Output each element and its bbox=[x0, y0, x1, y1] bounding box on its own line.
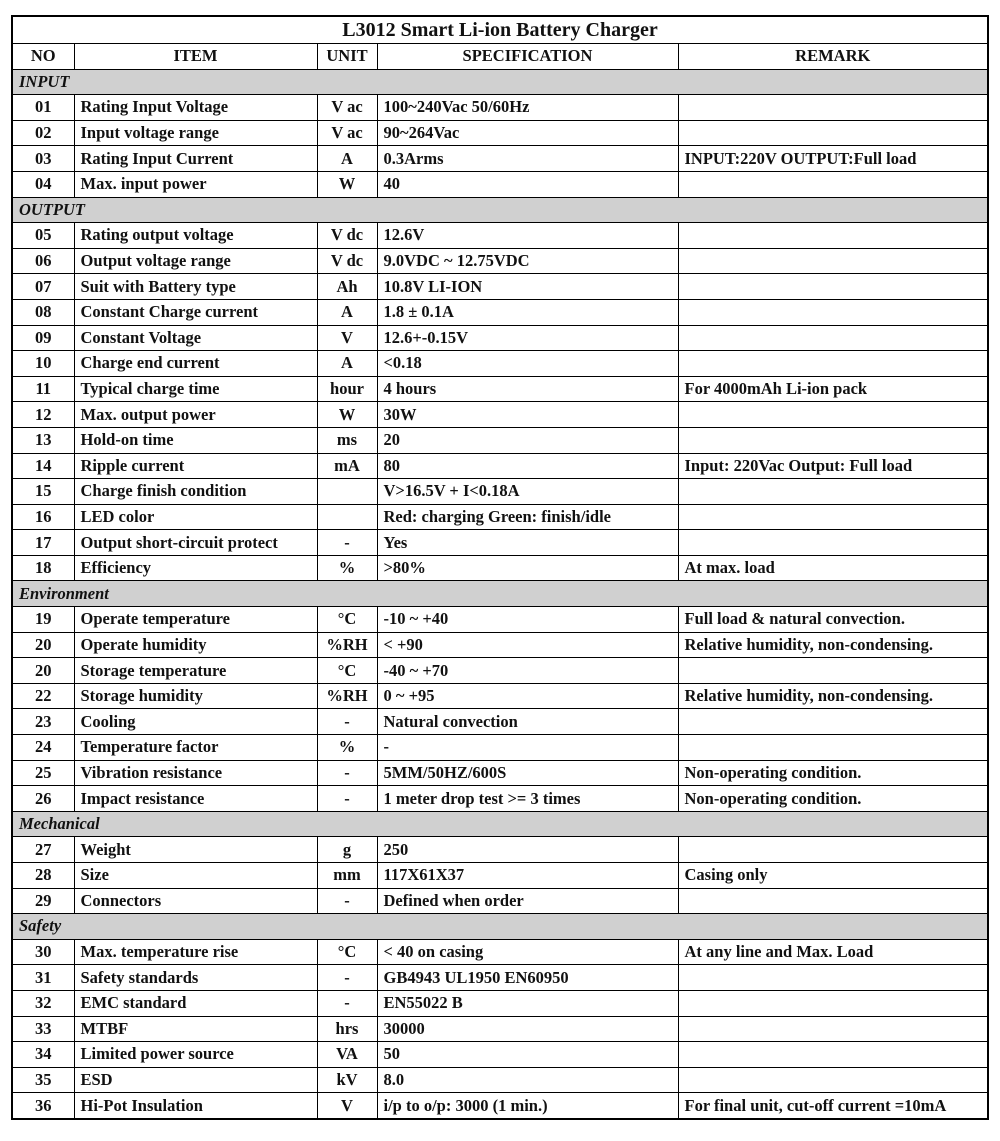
cell-specification: -10 ~ +40 bbox=[377, 607, 678, 633]
cell-remark bbox=[678, 95, 988, 121]
cell-item: Charge finish condition bbox=[74, 479, 317, 505]
cell-specification: >80% bbox=[377, 555, 678, 581]
cell-specification: 117X61X37 bbox=[377, 863, 678, 889]
table-row bbox=[12, 274, 988, 300]
cell-specification: 50 bbox=[377, 1042, 678, 1068]
table-row bbox=[12, 376, 988, 402]
cell-specification: < +90 bbox=[377, 632, 678, 658]
cell-unit: V dc bbox=[317, 223, 377, 249]
table-row bbox=[12, 863, 988, 889]
table-row bbox=[12, 837, 988, 863]
table-row bbox=[12, 786, 988, 812]
section-label: OUTPUT bbox=[12, 197, 988, 223]
cell-no: 01 bbox=[12, 95, 74, 121]
cell-remark: Full load & natural convection. bbox=[678, 607, 988, 633]
cell-item: Efficiency bbox=[74, 555, 317, 581]
cell-remark bbox=[678, 504, 988, 530]
cell-unit: mA bbox=[317, 453, 377, 479]
cell-item: Max. temperature rise bbox=[74, 939, 317, 965]
cell-specification: 80 bbox=[377, 453, 678, 479]
cell-item: Rating output voltage bbox=[74, 223, 317, 249]
table-row bbox=[12, 427, 988, 453]
table-row bbox=[12, 453, 988, 479]
cell-item: Output short-circuit protect bbox=[74, 530, 317, 556]
cell-unit: mm bbox=[317, 863, 377, 889]
cell-no: 32 bbox=[12, 990, 74, 1016]
cell-unit: %RH bbox=[317, 683, 377, 709]
cell-remark: INPUT:220V OUTPUT:Full load bbox=[678, 146, 988, 172]
table-row bbox=[12, 402, 988, 428]
table-row bbox=[12, 709, 988, 735]
cell-unit: V ac bbox=[317, 120, 377, 146]
cell-remark: At any line and Max. Load bbox=[678, 939, 988, 965]
cell-remark bbox=[678, 120, 988, 146]
table-row bbox=[12, 120, 988, 146]
cell-specification: EN55022 B bbox=[377, 990, 678, 1016]
cell-unit: - bbox=[317, 888, 377, 914]
cell-no: 22 bbox=[12, 683, 74, 709]
cell-specification: 100~240Vac 50/60Hz bbox=[377, 95, 678, 121]
cell-specification: - bbox=[377, 735, 678, 761]
cell-specification: 12.6V bbox=[377, 223, 678, 249]
cell-item: Max. output power bbox=[74, 402, 317, 428]
cell-item: EMC standard bbox=[74, 990, 317, 1016]
cell-remark: For 4000mAh Li-ion pack bbox=[678, 376, 988, 402]
cell-remark bbox=[678, 658, 988, 684]
cell-unit: A bbox=[317, 146, 377, 172]
cell-remark bbox=[678, 325, 988, 351]
header-no: NO bbox=[12, 44, 74, 70]
cell-remark: Input: 220Vac Output: Full load bbox=[678, 453, 988, 479]
cell-remark bbox=[678, 1016, 988, 1042]
cell-specification: 9.0VDC ~ 12.75VDC bbox=[377, 248, 678, 274]
cell-item: Rating Input Voltage bbox=[74, 95, 317, 121]
cell-item: Operate temperature bbox=[74, 607, 317, 633]
cell-remark bbox=[678, 888, 988, 914]
cell-item: Max. input power bbox=[74, 171, 317, 197]
cell-no: 34 bbox=[12, 1042, 74, 1068]
cell-specification: 10.8V LI-ION bbox=[377, 274, 678, 300]
table-row bbox=[12, 351, 988, 377]
cell-unit: V bbox=[317, 1093, 377, 1119]
cell-item: Ripple current bbox=[74, 453, 317, 479]
cell-specification: Red: charging Green: finish/idle bbox=[377, 504, 678, 530]
cell-unit bbox=[317, 479, 377, 505]
cell-unit: - bbox=[317, 965, 377, 991]
cell-no: 11 bbox=[12, 376, 74, 402]
cell-item: Typical charge time bbox=[74, 376, 317, 402]
cell-unit: g bbox=[317, 837, 377, 863]
cell-specification: 0 ~ +95 bbox=[377, 683, 678, 709]
cell-no: 33 bbox=[12, 1016, 74, 1042]
cell-specification: 30000 bbox=[377, 1016, 678, 1042]
table-row bbox=[12, 1016, 988, 1042]
cell-specification: 4 hours bbox=[377, 376, 678, 402]
cell-unit: - bbox=[317, 709, 377, 735]
cell-unit: VA bbox=[317, 1042, 377, 1068]
cell-unit: V ac bbox=[317, 95, 377, 121]
cell-specification: Natural convection bbox=[377, 709, 678, 735]
section-label: Environment bbox=[12, 581, 988, 607]
cell-item: Impact resistance bbox=[74, 786, 317, 812]
section-row bbox=[12, 811, 988, 837]
table-row bbox=[12, 658, 988, 684]
header-remark: REMARK bbox=[678, 44, 988, 70]
cell-remark bbox=[678, 1067, 988, 1093]
cell-item: Storage temperature bbox=[74, 658, 317, 684]
section-row bbox=[12, 69, 988, 95]
cell-item: Temperature factor bbox=[74, 735, 317, 761]
cell-unit bbox=[317, 504, 377, 530]
cell-no: 25 bbox=[12, 760, 74, 786]
spec-table bbox=[11, 15, 989, 1120]
cell-remark bbox=[678, 965, 988, 991]
cell-remark bbox=[678, 351, 988, 377]
cell-remark bbox=[678, 1042, 988, 1068]
cell-item: Safety standards bbox=[74, 965, 317, 991]
cell-item: Charge end current bbox=[74, 351, 317, 377]
cell-remark bbox=[678, 427, 988, 453]
cell-remark: Relative humidity, non-condensing. bbox=[678, 632, 988, 658]
cell-specification: 30W bbox=[377, 402, 678, 428]
cell-item: Constant Voltage bbox=[74, 325, 317, 351]
cell-item: Hold-on time bbox=[74, 427, 317, 453]
spec-table-body bbox=[12, 16, 988, 1119]
cell-specification: <0.18 bbox=[377, 351, 678, 377]
cell-no: 27 bbox=[12, 837, 74, 863]
cell-specification: GB4943 UL1950 EN60950 bbox=[377, 965, 678, 991]
cell-no: 10 bbox=[12, 351, 74, 377]
cell-item: Size bbox=[74, 863, 317, 889]
section-row bbox=[12, 197, 988, 223]
cell-no: 31 bbox=[12, 965, 74, 991]
table-row bbox=[12, 146, 988, 172]
cell-unit: °C bbox=[317, 939, 377, 965]
cell-no: 13 bbox=[12, 427, 74, 453]
cell-unit: % bbox=[317, 555, 377, 581]
cell-no: 29 bbox=[12, 888, 74, 914]
cell-no: 20 bbox=[12, 658, 74, 684]
table-row bbox=[12, 990, 988, 1016]
cell-unit: - bbox=[317, 530, 377, 556]
cell-unit: A bbox=[317, 351, 377, 377]
cell-unit: °C bbox=[317, 607, 377, 633]
cell-unit: A bbox=[317, 299, 377, 325]
cell-item: Rating Input Current bbox=[74, 146, 317, 172]
cell-unit: %RH bbox=[317, 632, 377, 658]
cell-unit: hrs bbox=[317, 1016, 377, 1042]
cell-specification: 0.3Arms bbox=[377, 146, 678, 172]
section-label: Safety bbox=[12, 914, 988, 940]
table-row bbox=[12, 607, 988, 633]
cell-specification: i/p to o/p: 3000 (1 min.) bbox=[377, 1093, 678, 1119]
cell-item: Operate humidity bbox=[74, 632, 317, 658]
cell-item: Hi-Pot Insulation bbox=[74, 1093, 317, 1119]
table-row bbox=[12, 1067, 988, 1093]
header-unit: UNIT bbox=[317, 44, 377, 70]
table-row bbox=[12, 95, 988, 121]
table-title: L3012 Smart Li-ion Battery Charger bbox=[12, 16, 988, 44]
cell-remark: For final unit, cut-off current =10mA bbox=[678, 1093, 988, 1119]
table-row bbox=[12, 1093, 988, 1119]
cell-item: Suit with Battery type bbox=[74, 274, 317, 300]
table-row bbox=[12, 504, 988, 530]
cell-specification: -40 ~ +70 bbox=[377, 658, 678, 684]
header-item: ITEM bbox=[74, 44, 317, 70]
cell-remark bbox=[678, 299, 988, 325]
cell-remark bbox=[678, 709, 988, 735]
cell-no: 28 bbox=[12, 863, 74, 889]
cell-item: Cooling bbox=[74, 709, 317, 735]
cell-no: 09 bbox=[12, 325, 74, 351]
cell-unit: % bbox=[317, 735, 377, 761]
section-row bbox=[12, 581, 988, 607]
cell-specification: 1 meter drop test >= 3 times bbox=[377, 786, 678, 812]
table-row bbox=[12, 735, 988, 761]
table-row bbox=[12, 248, 988, 274]
cell-unit: - bbox=[317, 990, 377, 1016]
cell-item: Vibration resistance bbox=[74, 760, 317, 786]
header-row bbox=[12, 44, 988, 70]
cell-no: 24 bbox=[12, 735, 74, 761]
cell-specification: Yes bbox=[377, 530, 678, 556]
cell-item: Storage humidity bbox=[74, 683, 317, 709]
table-row bbox=[12, 760, 988, 786]
cell-item: Weight bbox=[74, 837, 317, 863]
cell-remark bbox=[678, 248, 988, 274]
cell-remark bbox=[678, 479, 988, 505]
cell-specification: 20 bbox=[377, 427, 678, 453]
cell-item: Constant Charge current bbox=[74, 299, 317, 325]
cell-item: LED color bbox=[74, 504, 317, 530]
cell-remark: Casing only bbox=[678, 863, 988, 889]
cell-item: ESD bbox=[74, 1067, 317, 1093]
cell-no: 35 bbox=[12, 1067, 74, 1093]
cell-no: 16 bbox=[12, 504, 74, 530]
header-specification: SPECIFICATION bbox=[377, 44, 678, 70]
cell-unit: - bbox=[317, 760, 377, 786]
cell-item: Output voltage range bbox=[74, 248, 317, 274]
cell-specification: Defined when order bbox=[377, 888, 678, 914]
cell-specification: 5MM/50HZ/600S bbox=[377, 760, 678, 786]
cell-item: Limited power source bbox=[74, 1042, 317, 1068]
cell-specification: 250 bbox=[377, 837, 678, 863]
cell-specification: 12.6+-0.15V bbox=[377, 325, 678, 351]
cell-item: Connectors bbox=[74, 888, 317, 914]
cell-unit: V bbox=[317, 325, 377, 351]
cell-unit: °C bbox=[317, 658, 377, 684]
cell-no: 05 bbox=[12, 223, 74, 249]
cell-item: Input voltage range bbox=[74, 120, 317, 146]
table-row bbox=[12, 1042, 988, 1068]
table-row bbox=[12, 171, 988, 197]
table-row bbox=[12, 299, 988, 325]
cell-specification: 40 bbox=[377, 171, 678, 197]
cell-no: 18 bbox=[12, 555, 74, 581]
table-row bbox=[12, 530, 988, 556]
table-row bbox=[12, 939, 988, 965]
cell-specification: 90~264Vac bbox=[377, 120, 678, 146]
table-row bbox=[12, 223, 988, 249]
cell-remark bbox=[678, 223, 988, 249]
cell-no: 06 bbox=[12, 248, 74, 274]
cell-remark: Relative humidity, non-condensing. bbox=[678, 683, 988, 709]
cell-unit: W bbox=[317, 171, 377, 197]
cell-remark bbox=[678, 530, 988, 556]
cell-remark bbox=[678, 837, 988, 863]
cell-no: 02 bbox=[12, 120, 74, 146]
cell-specification: V>16.5V + I<0.18A bbox=[377, 479, 678, 505]
cell-unit: Ah bbox=[317, 274, 377, 300]
cell-no: 26 bbox=[12, 786, 74, 812]
table-row bbox=[12, 632, 988, 658]
table-row bbox=[12, 683, 988, 709]
cell-no: 04 bbox=[12, 171, 74, 197]
title-row bbox=[12, 16, 988, 44]
cell-no: 15 bbox=[12, 479, 74, 505]
cell-remark bbox=[678, 402, 988, 428]
table-row bbox=[12, 555, 988, 581]
cell-no: 12 bbox=[12, 402, 74, 428]
cell-remark bbox=[678, 735, 988, 761]
table-row bbox=[12, 888, 988, 914]
section-label: INPUT bbox=[12, 69, 988, 95]
cell-remark: Non-operating condition. bbox=[678, 760, 988, 786]
cell-no: 20 bbox=[12, 632, 74, 658]
cell-unit: V dc bbox=[317, 248, 377, 274]
cell-remark: Non-operating condition. bbox=[678, 786, 988, 812]
cell-no: 36 bbox=[12, 1093, 74, 1119]
cell-remark bbox=[678, 274, 988, 300]
cell-item: MTBF bbox=[74, 1016, 317, 1042]
cell-no: 19 bbox=[12, 607, 74, 633]
section-label: Mechanical bbox=[12, 811, 988, 837]
table-row bbox=[12, 325, 988, 351]
cell-remark bbox=[678, 171, 988, 197]
cell-specification: 8.0 bbox=[377, 1067, 678, 1093]
cell-unit: hour bbox=[317, 376, 377, 402]
table-row bbox=[12, 479, 988, 505]
section-row bbox=[12, 914, 988, 940]
cell-no: 03 bbox=[12, 146, 74, 172]
cell-unit: kV bbox=[317, 1067, 377, 1093]
cell-remark: At max. load bbox=[678, 555, 988, 581]
cell-specification: 1.8 ± 0.1A bbox=[377, 299, 678, 325]
cell-remark bbox=[678, 990, 988, 1016]
cell-unit: W bbox=[317, 402, 377, 428]
cell-unit: - bbox=[317, 786, 377, 812]
cell-no: 08 bbox=[12, 299, 74, 325]
cell-specification: < 40 on casing bbox=[377, 939, 678, 965]
cell-unit: ms bbox=[317, 427, 377, 453]
cell-no: 14 bbox=[12, 453, 74, 479]
cell-no: 07 bbox=[12, 274, 74, 300]
cell-no: 30 bbox=[12, 939, 74, 965]
cell-no: 17 bbox=[12, 530, 74, 556]
table-row bbox=[12, 965, 988, 991]
cell-no: 23 bbox=[12, 709, 74, 735]
